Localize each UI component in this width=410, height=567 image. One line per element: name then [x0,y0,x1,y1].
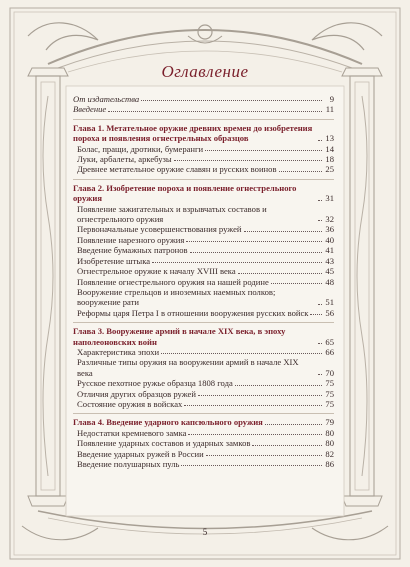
toc-item[interactable] [77,357,334,378]
toc-page-number: 14 [325,143,334,154]
chapter-title: Глава 3. Вооружение армий в начале XIX века, в эпоху наполеоновских войн [73,326,286,347]
leader-dots [318,220,322,221]
toc-page-number: 43 [325,255,334,266]
leader-dots [265,424,322,425]
toc-item[interactable] [77,256,334,266]
toc-item[interactable] [77,389,334,399]
toc-page-number: 45 [325,266,334,277]
toc-item-text: Состояние оружия в войсках [77,398,183,409]
toc-entry-text: Введение [73,104,107,115]
leader-dots [184,405,322,406]
toc-page-number: 9 [329,94,334,104]
toc-item-text: Луки, арбалеты, аркебузы [77,154,172,165]
toc-chapter-3[interactable] [73,326,334,347]
leader-dots [238,273,322,274]
toc-page-number: 18 [325,154,334,165]
toc-item-text: Введение полушарных пуль [77,459,180,469]
toc-page-number: 79 [325,417,334,428]
leader-dots [108,111,322,112]
toc-item[interactable] [77,164,334,174]
divider [73,322,334,323]
toc-item-text: Введение ударных ружей в России [77,448,204,459]
toc-page-number: 75 [325,378,334,389]
toc-page-number: 66 [325,346,334,357]
toc-item-text: Первоначальные усовершенствования ружей [77,224,242,235]
leader-dots [279,171,322,172]
toc-item-text: Отличия других образцов ружей [77,388,196,399]
leader-dots [318,374,322,375]
page-title: Оглавление [161,62,249,81]
toc-page-number: 11 [325,104,334,115]
leader-dots [152,262,322,263]
divider [73,179,334,180]
toc-item-text: Вооружение стрельцов и иноземных наемных полков; вооружение рати [77,286,276,308]
leader-dots [141,100,322,101]
toc-chapter-1[interactable] [73,123,334,144]
toc-item[interactable] [77,266,334,276]
toc-item-text: Появление зажигательных и взрывчатых составов и огнестрельного оружия [77,203,267,225]
toc-page-number: 56 [325,307,334,318]
leader-dots [318,200,322,201]
toc-item-text: Недостатки кремневого замка [77,427,187,438]
toc-page-number: 86 [325,459,334,469]
chapter-title: Глава 2. Изобретение пороха и появление огнестрельного оружия [73,182,297,204]
toc-page-number: 13 [325,133,334,144]
leader-dots [310,314,322,315]
toc-item-text: Появление ударных составов и ударных замков [77,438,251,449]
leader-dots [198,395,322,396]
leader-dots [181,465,322,466]
leader-dots [206,455,322,456]
leader-dots [161,353,322,354]
chapter-title: Глава 1. Метательное оружие древних времен до изобретения пороха и появления огнестрельных образцов [73,122,313,144]
toc-item-text: Различные типы оружия на вооружении армий в начале XIX века [77,357,299,378]
toc-item[interactable] [77,277,334,287]
leader-dots [271,283,322,284]
toc-item[interactable] [77,459,334,469]
toc-item-text: Древнее метательное оружие славян и русских воинов [77,164,277,175]
leader-dots [244,231,322,232]
toc-item-text: Русское пехотное ружье образца 1808 года [77,378,233,389]
leader-dots [190,252,322,253]
toc-item[interactable] [77,438,334,448]
toc-entry-front-2[interactable] [73,104,334,114]
table-of-contents [73,94,334,469]
toc-page-number: 80 [325,427,334,438]
toc-item-text: Появление огнестрельного оружия на нашей родине [77,276,269,287]
toc-item[interactable] [77,378,334,388]
toc-item[interactable] [77,308,334,318]
toc-item[interactable] [77,347,334,357]
toc-page-number: 51 [325,297,334,308]
toc-item[interactable] [77,428,334,438]
leader-dots [318,140,322,141]
toc-page-number: 41 [325,245,334,256]
toc-page-number: 75 [325,388,334,399]
toc-item[interactable] [77,449,334,459]
toc-page-number: 80 [325,438,334,449]
toc-item-text: Появление нарезного оружия [77,234,185,245]
leader-dots [252,445,322,446]
toc-item-text: Введение бумажных патронов [77,245,188,256]
toc-item-text: Реформы царя Петра I в отношении вооружения русских войск [77,307,309,318]
divider [73,119,334,120]
toc-page-number: 48 [325,276,334,287]
toc-item[interactable] [77,399,334,409]
toc-page-number: 31 [325,193,334,204]
toc-item-text: Изобретение штыка [77,255,151,266]
toc-chapter-4[interactable] [73,417,334,427]
toc-item[interactable] [77,144,334,154]
toc-item[interactable] [77,287,334,308]
leader-dots [235,385,322,386]
toc-entry-front-1[interactable] [73,94,334,104]
toc-item-text: Огнестрельное оружие к началу XVIII века [77,266,236,277]
toc-page-number: 32 [325,214,334,225]
toc-page-number: 70 [325,367,334,378]
toc-chapter-2[interactable] [73,183,334,204]
toc-item[interactable] [77,154,334,164]
toc-page-number: 36 [325,224,334,235]
toc-item[interactable] [77,224,334,234]
toc-item[interactable] [77,235,334,245]
divider [73,413,334,414]
leader-dots [318,304,322,305]
toc-page-number: 65 [325,336,334,347]
toc-item[interactable] [77,245,334,255]
leader-dots [188,434,322,435]
toc-item-text: Характеристика эпохи [77,346,160,357]
toc-page-number: 25 [325,164,334,175]
toc-item[interactable] [77,204,334,225]
toc-page-number: 40 [325,234,334,245]
leader-dots [174,160,322,161]
toc-page-number: 75 [325,398,334,409]
chapter-title: Глава 4. Введение ударного капсюльного оружия [73,417,263,428]
toc-entry-text: От издательства [73,94,140,104]
page-number: 5 [202,527,208,537]
toc-item-text: Болас, пращи, дротики, бумеранги [77,143,204,154]
leader-dots [205,150,322,151]
leader-dots [186,241,322,242]
leader-dots [318,343,322,344]
toc-page-number: 82 [325,448,334,459]
